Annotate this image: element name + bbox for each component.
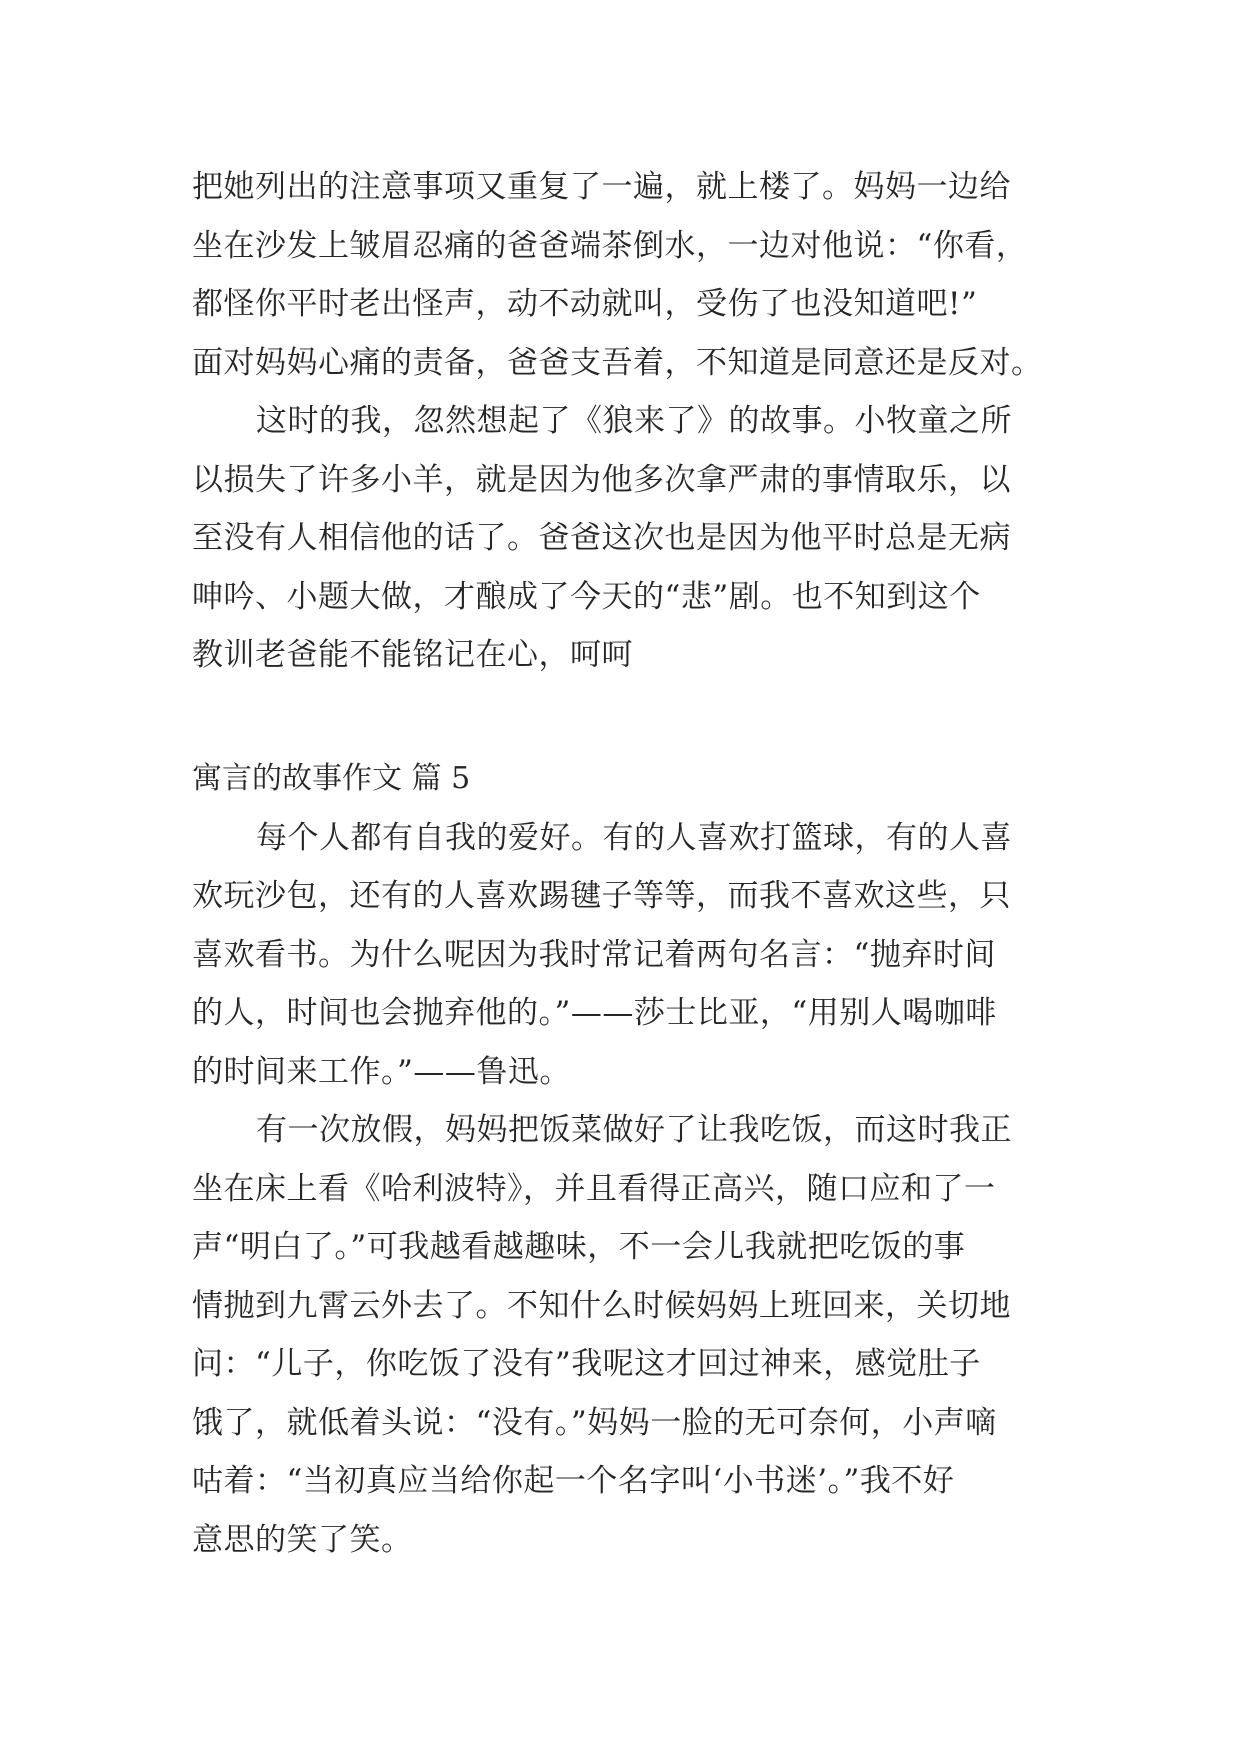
paragraph-first-line: 每个人都有自我的爱好。有的人喜欢打篮球，有的人喜 xyxy=(256,819,1012,856)
previous-section-text xyxy=(192,158,1062,685)
paragraph-first-line: 这时的我，忽然想起了《狼来了》的故事。小牧童之所 xyxy=(256,403,1012,439)
paragraph-first-line: 有一次放假，妈妈把饭菜做好了让我吃饭，而这时我正 xyxy=(256,1112,1012,1148)
text-line: 饿了，就低着头说：“没有。”妈妈一脸的无可奈何，小声嘀 xyxy=(192,1404,997,1441)
text-line: 声“明白了。”可我越看越趣味，不一会儿我就把吃饭的事 xyxy=(192,1229,966,1265)
text-line: 把她列出的注意事项又重复了一遍，就上楼了。妈妈一边给 xyxy=(192,169,1011,205)
text-line: 喜欢看书。为什么呢因为我时常记着两句名言：“抛弃时间 xyxy=(192,936,996,973)
text-line: 至没有人相信他的话了。爸爸这次也是因为他平时总是无病 xyxy=(192,520,1011,556)
text-line: 面对妈妈心痛的责备，爸爸支吾着，不知道是同意还是反对。 xyxy=(192,344,1043,381)
text-line: 都怪你平时老出怪声，动不动就叫，受伤了也没知道吧!” xyxy=(192,286,978,322)
text-line: 问：“儿子，你吃饭了没有”我呢这才回过神来，感觉肚子 xyxy=(192,1346,981,1382)
text-line: 教训老爸能不能铭记在心，呵呵 xyxy=(192,637,633,673)
text-line: 以损失了许多小羊，就是因为他多次拿严肃的事情取乐，以 xyxy=(192,461,1011,498)
text-line: 坐在沙发上皱眉忍痛的爸爸端茶倒水，一边对他说：“你看， xyxy=(192,227,1028,264)
text-line: 咕着：“当初真应当给你起一个名字叫‘小书迷’。”我不好 xyxy=(192,1463,955,1499)
text-line: 的人，时间也会抛弃他的。”——莎士比亚，“用别人喝咖啡 xyxy=(192,995,997,1031)
text-line: 意思的笑了笑。 xyxy=(192,1521,413,1558)
text-line: 情抛到九霄云外去了。不知什么时候妈妈上班回来，关切地 xyxy=(192,1287,1011,1324)
text-line: 呻吟、小题大做，才酿成了今天的“悲”剧。也不知到这个 xyxy=(192,578,981,615)
section-5-text xyxy=(192,809,1062,1570)
text-line: 的时间来工作。”——鲁迅。 xyxy=(192,1053,571,1090)
text-line: 坐在床上看《哈利波特》，并且看得正高兴，随口应和了一 xyxy=(192,1170,996,1207)
section-heading: 寓言的故事作文 篇 5 xyxy=(192,761,471,796)
text-line: 欢玩沙包，还有的人喜欢踢毽子等等，而我不喜欢这些，只 xyxy=(192,878,1011,914)
